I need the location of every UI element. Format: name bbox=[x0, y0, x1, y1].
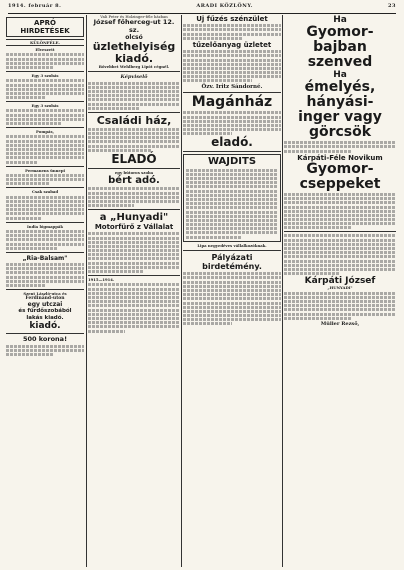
ad-text bbox=[6, 230, 84, 250]
column-3 bbox=[183, 15, 281, 567]
ad-text bbox=[183, 111, 281, 135]
ad-signature: Müller Rezső, bbox=[320, 321, 360, 328]
ad-title: szenved bbox=[307, 54, 373, 70]
ad-heading: India lógmappák bbox=[27, 223, 63, 229]
ad-title: „Ria-Balsam" bbox=[22, 254, 68, 262]
ad-text bbox=[284, 193, 396, 230]
header-title: ARADI KÖZLÖNY. bbox=[196, 3, 254, 9]
section-subtitle: KÜLÖNFÉLE. bbox=[6, 39, 84, 46]
ad-text bbox=[186, 169, 278, 239]
ad-title: Gyomor- bbox=[306, 24, 374, 40]
ad-title: 500 korona! bbox=[22, 335, 68, 344]
ad-text bbox=[88, 82, 180, 110]
ad-title: üzlethelyiség bbox=[92, 40, 176, 54]
ad-title: a „Hunyadi" bbox=[99, 212, 169, 224]
ad-heading: Csak szabad bbox=[31, 189, 59, 195]
ad-text bbox=[6, 174, 84, 185]
column-divider bbox=[282, 15, 283, 567]
ad-line: 1915—1914. bbox=[88, 277, 115, 283]
ad-title: Kárpáti József bbox=[304, 276, 376, 287]
ad-title: hányási- bbox=[306, 94, 374, 110]
ad-title: Családi ház, bbox=[96, 113, 172, 127]
ad-heading: Egy 3 szobás bbox=[31, 103, 59, 109]
section-title-box bbox=[6, 17, 84, 37]
column-2 bbox=[88, 15, 180, 567]
ad-heading: Egy 3 szobás bbox=[31, 72, 59, 78]
ad-signature: Özv. Iritz Sándorné. bbox=[201, 83, 263, 90]
ad-text bbox=[6, 345, 84, 356]
ad-text bbox=[6, 263, 84, 287]
ad-text bbox=[88, 128, 180, 152]
ad-text bbox=[284, 292, 396, 320]
ad-text bbox=[284, 234, 396, 275]
ad-title: Ha bbox=[333, 70, 347, 80]
ad-heading: egy bútoros szoba bbox=[114, 170, 154, 176]
ad-text bbox=[6, 53, 84, 69]
ad-line: Bővebbet Wehlberg Lipót cégnél. bbox=[98, 64, 170, 70]
ad-title: tűzelőanyag üzletet bbox=[192, 40, 272, 49]
ad-title: lakás kiadó. bbox=[26, 314, 64, 321]
ad-title: és fürdőszobából bbox=[18, 308, 72, 315]
ad-text bbox=[88, 187, 180, 207]
ad-heading: Permanens ünnepi bbox=[25, 167, 65, 173]
ad-title: Pályázati birdetémény. bbox=[202, 253, 262, 272]
ad-text bbox=[6, 109, 84, 125]
section-title: APRÓ HIRDETÉSEK bbox=[20, 19, 70, 35]
ad-heading: Képviselő bbox=[120, 74, 148, 81]
column-1 bbox=[6, 15, 84, 567]
ad-heading: Elveszett bbox=[35, 47, 55, 52]
ad-title: Kárpáti-Féle Novikum bbox=[297, 153, 383, 162]
ad-title: görcsök bbox=[308, 124, 372, 140]
ad-title: egy utczai bbox=[27, 301, 63, 309]
ad-line: Lipa negyedéves vállalkozóknak. bbox=[197, 242, 267, 248]
ad-heading: Pompás, bbox=[36, 129, 54, 135]
ad-title: émelyés, bbox=[304, 79, 376, 95]
ad-text bbox=[88, 283, 180, 332]
ad-title: kiadó. bbox=[29, 321, 61, 332]
ad-title: bajban bbox=[313, 39, 367, 55]
ad-text bbox=[183, 272, 281, 325]
ad-title: József főherceg-ut 12. sz. bbox=[93, 18, 175, 34]
ad-text bbox=[6, 135, 84, 163]
column-4 bbox=[284, 15, 396, 567]
ad-text bbox=[284, 141, 396, 152]
column-divider bbox=[86, 15, 87, 567]
ad-title: Ha bbox=[333, 15, 347, 25]
column-divider bbox=[181, 15, 182, 567]
header-page-number: 23 bbox=[388, 3, 396, 9]
ad-text bbox=[183, 24, 281, 40]
ad-text bbox=[183, 50, 281, 82]
ad-line: „HUNYADI" bbox=[327, 285, 353, 291]
ad-title: kiadó. bbox=[114, 52, 154, 66]
ad-title: ELADÓ bbox=[111, 152, 157, 167]
ad-title: bért adó. bbox=[108, 175, 160, 187]
header-date: 1914. február 8. bbox=[8, 3, 62, 9]
ad-box bbox=[183, 154, 281, 241]
ad-heading: Szent László-utca és bbox=[23, 290, 67, 296]
ad-title: olcsó bbox=[125, 34, 143, 42]
ad-title: cseppeket bbox=[299, 175, 381, 192]
page-header bbox=[8, 3, 396, 14]
ad-title: Uj fűzés szénzület bbox=[196, 15, 268, 23]
ad-heading: Ferdinánd-uton bbox=[25, 296, 65, 302]
ad-title: Motorfürő z Vállalat bbox=[94, 223, 174, 232]
ad-text bbox=[88, 232, 180, 273]
ad-text bbox=[6, 79, 84, 99]
ad-title: WAJDITS bbox=[207, 156, 257, 168]
ad-title: Magánház bbox=[191, 94, 273, 111]
ad-text bbox=[6, 196, 84, 220]
ad-title: Gyomor- bbox=[306, 160, 374, 177]
ad-title: inger vagy bbox=[298, 109, 382, 125]
ad-title: eladó. bbox=[211, 135, 253, 150]
ad-line: Vali Peter és Holzinger-féle házban bbox=[100, 15, 168, 19]
